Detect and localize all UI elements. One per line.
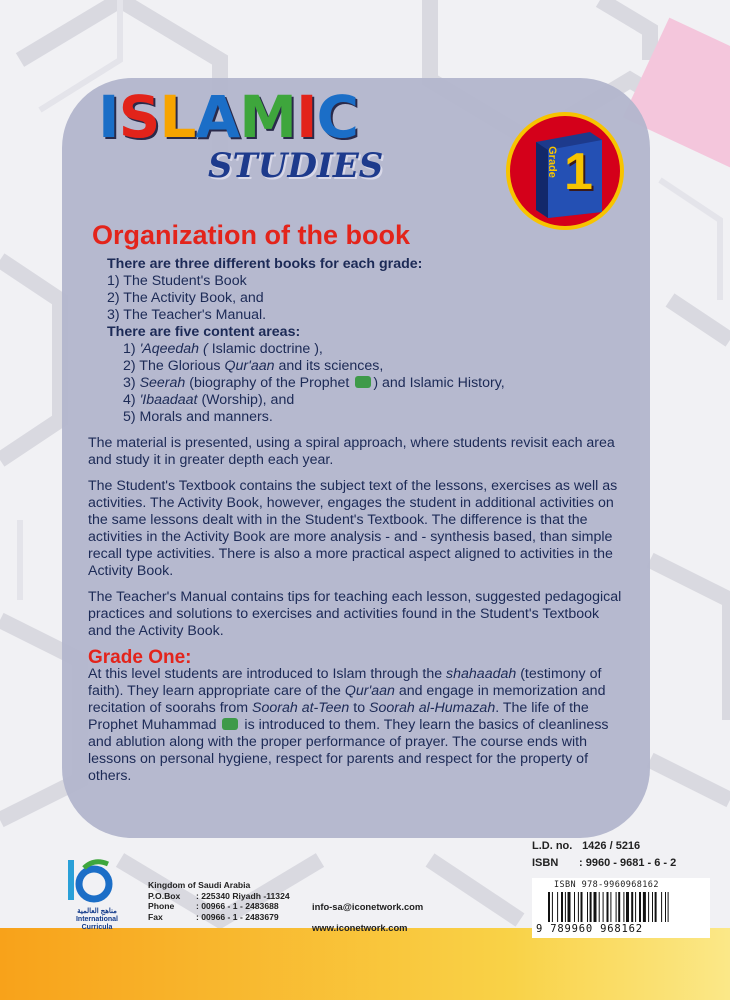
list-item: 1) 'Aqeedah ( Islamic doctrine ), bbox=[123, 341, 323, 357]
barcode-bar bbox=[639, 892, 641, 922]
ld-row bbox=[532, 838, 676, 855]
text-run: is introduced to them. They learn the basics of cleanliness and ablution along with the proper performance of prayer. The course ends with lessons on personal hygiene, respect for parents and respect for the property of others. bbox=[88, 717, 609, 784]
grade-badge bbox=[506, 112, 624, 230]
isbn-label: ISBN bbox=[532, 857, 559, 869]
barcode-bar bbox=[661, 892, 662, 922]
publisher-logo-arabic: مناهج العالمية bbox=[77, 908, 117, 915]
isbn-value: : 9960 - 9681 - 6 - 2 bbox=[579, 857, 677, 869]
italic-run: Soorah al-Humazah bbox=[369, 700, 496, 716]
paragraph: The Student's Textbook contains the subject text of the lessons, exercises as well as activities. The Activity Book, however, engages the student in additional activities on the same lessons dealt with in the Student's Textbook. The difference is that the activities in the Activity Book are more analysis - and - synthesis based, than simple recall type activities. There is also a more practical aspect aligned to activities in the Activity Book. bbox=[88, 478, 618, 579]
address-label: Phone bbox=[148, 901, 175, 911]
list-item: 3) The Teacher's Manual. bbox=[107, 307, 267, 323]
publisher-logo-text bbox=[64, 908, 130, 932]
barcode-bar bbox=[599, 892, 600, 922]
barcode-bar bbox=[561, 892, 563, 922]
publisher-logo bbox=[64, 858, 118, 931]
address-value: : 00966 - 1 - 2483679 bbox=[196, 911, 279, 922]
page-title: Organization of the book bbox=[92, 220, 410, 250]
text-run: to bbox=[349, 700, 370, 716]
barcode-bar bbox=[578, 892, 579, 922]
text-run: . The life of the Prophet Muhammad bbox=[88, 700, 589, 733]
logo-letter: M bbox=[239, 83, 296, 151]
barcode-bar bbox=[557, 892, 558, 922]
paragraph: The Teacher's Manual contains tips for teaching each lesson, suggested pedagogical practices and solutions to exercises and activities found in the Student's Textbook and the Activity Book. bbox=[88, 589, 622, 639]
grade-paragraph bbox=[88, 666, 624, 785]
paragraph: The material is presented, using a spiral approach, where students revisit each area and study it in greater depth each year. bbox=[88, 435, 615, 468]
italic-run: shahaadah bbox=[446, 666, 517, 682]
barcode-bar bbox=[610, 892, 611, 922]
barcode-bar bbox=[574, 892, 575, 922]
islamic-studies-logo bbox=[98, 82, 384, 212]
barcode-bar bbox=[635, 892, 636, 922]
address-value: : 225340 Riyadh -11324 bbox=[196, 890, 290, 901]
publisher-contacts bbox=[312, 896, 423, 938]
areas-heading: There are five content areas: bbox=[107, 324, 301, 340]
barcode-bar bbox=[565, 892, 566, 922]
logo-letter: C bbox=[316, 83, 359, 151]
logo-main-text bbox=[98, 82, 358, 152]
logo-letter: L bbox=[159, 83, 196, 151]
list-item: 2) The Glorious Qur'aan and its sciences, bbox=[123, 358, 384, 374]
logo-letter: I bbox=[295, 83, 317, 151]
list-item: 4) 'Ibaadaat (Worship), and bbox=[123, 392, 295, 408]
address-value: : 00966 - 1 - 2483688 bbox=[196, 901, 279, 911]
ld-value: 1426 / 5216 bbox=[582, 840, 641, 852]
books-heading: There are three different books for each grade: bbox=[107, 256, 423, 272]
pbuh-icon bbox=[222, 718, 238, 730]
address-row bbox=[148, 880, 290, 891]
email-text: info-sa@iconetwork.com bbox=[312, 901, 424, 912]
italic-run: Qur'aan bbox=[344, 683, 395, 699]
address-row bbox=[148, 901, 290, 912]
barcode-bar bbox=[643, 892, 646, 922]
italic-run: Soorah at-Teen bbox=[252, 700, 350, 716]
ld-label: L.D. no. bbox=[532, 840, 573, 852]
address-label: Kingdom of Saudi Arabia bbox=[148, 880, 251, 890]
ic-logo-icon bbox=[64, 858, 114, 908]
logo-letter: S bbox=[118, 83, 160, 151]
barcode-bar bbox=[618, 892, 620, 922]
barcode-bar bbox=[590, 892, 592, 922]
barcode-bar bbox=[594, 892, 597, 922]
barcode-bar bbox=[626, 892, 629, 922]
areas-list bbox=[123, 341, 624, 426]
list-item: 5) Morals and manners. bbox=[123, 409, 273, 425]
barcode-bar bbox=[623, 892, 624, 922]
barcode-bar bbox=[568, 892, 571, 922]
legal-info bbox=[532, 838, 676, 872]
list-item: 2) The Activity Book, and bbox=[107, 290, 264, 306]
address-row bbox=[148, 912, 290, 923]
publisher-address bbox=[148, 880, 290, 922]
barcode-bar bbox=[552, 892, 553, 922]
barcode-bar bbox=[581, 892, 583, 922]
barcode-bar bbox=[631, 892, 633, 922]
text-run: (testimony of faith). They learn appropriate care of the bbox=[88, 666, 602, 699]
barcode-bar bbox=[665, 892, 666, 922]
grade-heading: Grade One: bbox=[88, 647, 192, 668]
logo-sub-text: STUDIES bbox=[208, 146, 384, 186]
footer-color-bar bbox=[0, 928, 730, 1000]
address-row bbox=[148, 891, 290, 902]
list-item: 1) The Student's Book bbox=[107, 273, 247, 289]
address-label: Fax bbox=[148, 911, 163, 922]
barcode-bar bbox=[655, 892, 657, 922]
barcode-image bbox=[548, 892, 708, 926]
barcode-bar bbox=[603, 892, 604, 922]
list-item: 3) Seerah (biography of the Prophet ) and Islamic History, bbox=[123, 375, 505, 391]
logo-letter: I bbox=[98, 83, 119, 151]
barcode-isbn-text: ISBN 978-9960968162 bbox=[554, 880, 659, 890]
barcode-bar bbox=[616, 892, 617, 922]
barcode-bar bbox=[548, 892, 550, 922]
isbn-row bbox=[532, 855, 676, 872]
text-run: At this level students are introduced to Islam through the bbox=[88, 666, 447, 682]
grade-word: Grade bbox=[545, 146, 558, 178]
barcode-bar bbox=[652, 892, 653, 922]
logo-letter: A bbox=[195, 83, 240, 151]
address-label: P.O.Box bbox=[148, 890, 181, 901]
barcode-bar bbox=[668, 892, 669, 922]
website-text: www.iconetwork.com bbox=[312, 922, 408, 933]
publisher-logo-sub: International Curricula bbox=[75, 916, 118, 931]
books-list bbox=[107, 273, 624, 324]
barcode-ean-text: 9 789960 968162 bbox=[536, 923, 643, 935]
barcode-bar bbox=[607, 892, 609, 922]
grade-number: 1 bbox=[564, 143, 593, 201]
barcode-bar bbox=[648, 892, 649, 922]
pbuh-icon bbox=[355, 376, 371, 388]
body-content bbox=[88, 256, 624, 785]
barcode-bar bbox=[587, 892, 588, 922]
text-run: and engage in memorization and recitation of soorahs from bbox=[88, 683, 606, 716]
